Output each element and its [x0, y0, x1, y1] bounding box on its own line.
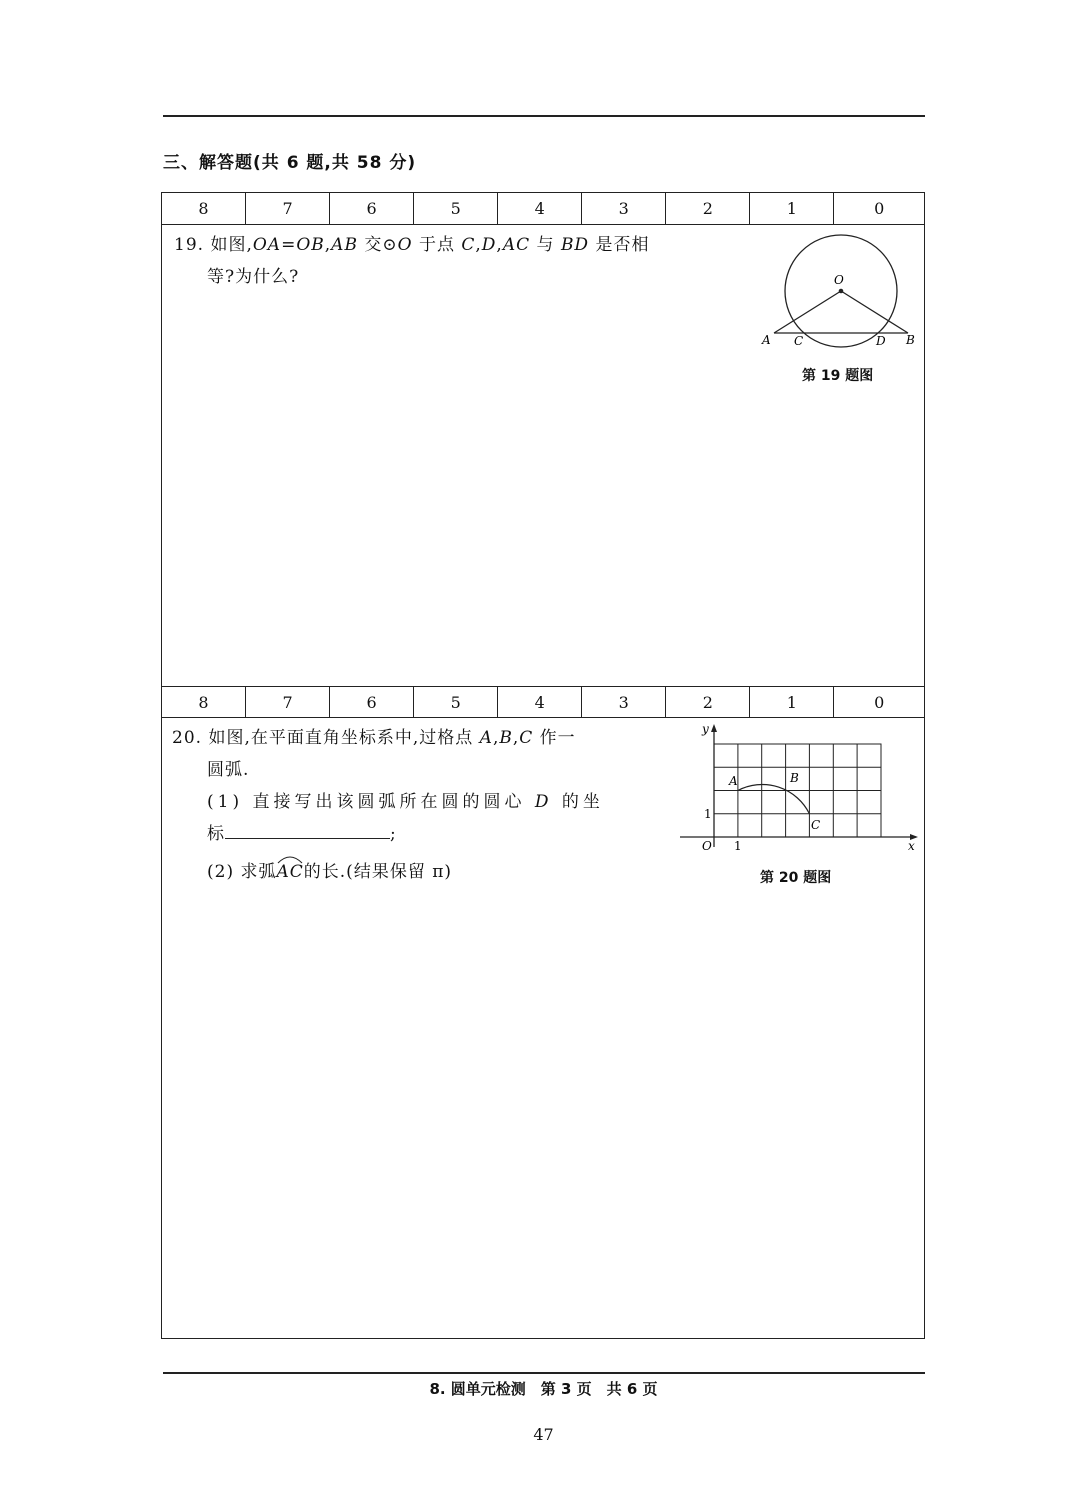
y-axis-arrow — [711, 724, 717, 732]
segment-oa — [774, 291, 841, 333]
label-b: B — [906, 333, 915, 347]
footer-text: 8. 圆单元检测 第 3 页 共 6 页 — [429, 1380, 658, 1398]
figure-20-caption: 第 20 题图 — [760, 870, 832, 886]
score-row-20 — [162, 686, 924, 718]
arc-ac: AC — [276, 856, 303, 888]
point-o — [839, 289, 844, 294]
score-cell[interactable]: 8 — [162, 193, 246, 224]
question-20-part2: (2) 求弧 AC的长.(结果保留 π) — [172, 856, 652, 888]
question-20-line2: 圆弧. — [207, 760, 250, 780]
figure-19-caption: 第 19 题图 — [802, 368, 874, 384]
label-o: O — [834, 273, 844, 287]
question-19-line1: 19. 如图,OA=OB,AB 交⊙O 于点 C,D,AC 与 BD 是否相 — [174, 235, 650, 255]
top-rule — [163, 115, 925, 117]
score-cell[interactable]: 0 — [874, 692, 885, 712]
label-y: y — [702, 722, 709, 736]
footer-rule — [163, 1372, 925, 1374]
question-19-line2: 等?为什么? — [207, 267, 300, 287]
label-a: A — [729, 774, 738, 788]
score-cell[interactable]: 1 — [750, 193, 834, 224]
label-b: B — [790, 771, 799, 785]
question-20-line1: 20. 如图,在平面直角坐标系中,过格点 A,B,C 作一 — [172, 728, 576, 748]
score-cell[interactable]: 3 — [582, 193, 666, 224]
question-19 — [174, 229, 774, 293]
score-cell[interactable]: 8 — [162, 687, 246, 717]
question-20 — [172, 722, 652, 888]
score-cell[interactable]: 3 — [582, 687, 666, 717]
question-20-part1: (1) 直接写出该圆弧所在圆的圆心 D 的坐 — [207, 792, 604, 812]
arc-abc — [738, 785, 810, 814]
score-row-19 — [162, 193, 924, 225]
score-cell[interactable]: 6 — [330, 193, 414, 224]
label-d: D — [876, 334, 886, 348]
score-cell[interactable]: 2 — [666, 687, 750, 717]
label-one-y: 1 — [704, 807, 712, 821]
score-cell[interactable]: 2 — [666, 193, 750, 224]
answer-blank[interactable] — [225, 818, 390, 839]
segment-ob — [841, 291, 908, 333]
question-20-part1-cont: 标 ; — [172, 818, 652, 850]
label-a: A — [762, 333, 771, 347]
section-title: 三、解答题(共 6 题,共 58 分) — [163, 153, 417, 173]
score-cell[interactable]: 7 — [246, 193, 330, 224]
score-cell[interactable]: 7 — [246, 687, 330, 717]
figure-19 — [752, 233, 922, 353]
score-cell[interactable]: 1 — [750, 687, 834, 717]
score-cell[interactable]: 4 — [498, 193, 582, 224]
label-c: C — [811, 818, 821, 832]
score-cell[interactable]: 5 — [414, 193, 498, 224]
label-one-x: 1 — [734, 839, 742, 851]
figure-20 — [672, 721, 922, 851]
score-cell[interactable]: 0 — [874, 199, 885, 218]
score-cell[interactable]: 6 — [330, 687, 414, 717]
page-number: 47 — [533, 1425, 554, 1444]
score-cell[interactable]: 5 — [414, 687, 498, 717]
label-c: C — [794, 334, 804, 348]
answer-frame — [161, 192, 925, 1339]
label-origin: O — [702, 839, 712, 851]
score-cell[interactable]: 4 — [498, 687, 582, 717]
label-x: x — [908, 839, 915, 851]
